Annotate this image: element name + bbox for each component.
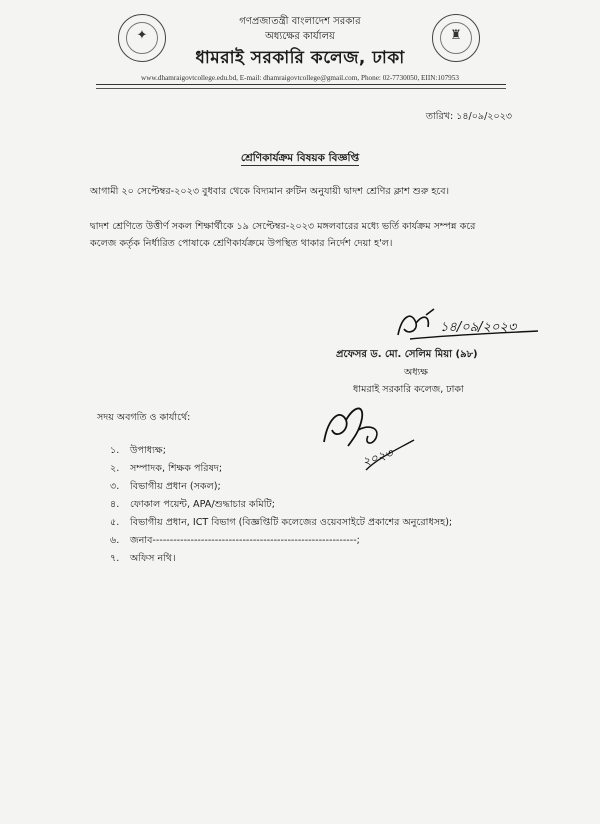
list-item-text: বিভাগীয় প্রধান (সকল); (130, 481, 221, 492)
list-item (110, 444, 166, 459)
list-item (110, 534, 360, 549)
signature-stroke (358, 427, 377, 443)
header-college-name: ধামরাই সরকারি কলেজ, ঢাকা (195, 48, 405, 68)
signatory-name: প্রফেসর ড. মো. সেলিম মিয়া (৯৮) (336, 349, 478, 360)
list-item-number: ৫. (110, 517, 120, 528)
body-paragraph-1: আগামী ২০ সেপ্টেম্বর-২০২৩ বুধবার থেকে বিদ্যমান রুটিন অনুযায়ী দ্বাদশ শ্রেণির ক্লাশ শুরু হবে। (90, 186, 450, 197)
signature-stroke (398, 309, 434, 335)
notice-subject (0, 151, 600, 168)
signature-date: ১৪/০৯/২০২৩ (440, 320, 517, 335)
list-item-text: জনাব-----------------------------------------------------------; (130, 535, 360, 546)
list-item-text: বিভাগীয় প্রধান, ICT বিভাগ (বিজ্ঞপ্তিটি কলেজের ওয়েবসাইটে প্রকাশের অনুরোধসহ); (130, 517, 453, 528)
list-item (110, 462, 222, 477)
header-office: অধ্যক্ষের কার্যালয় (265, 31, 335, 42)
signatory-title: অধ্যক্ষ (404, 367, 429, 378)
endorsement-signature (318, 400, 418, 475)
notice-date: তারিখ: ১৪/০৯/২০২৩ (425, 111, 512, 122)
body-paragraph-2-line-1: দ্বাদশ শ্রেণিতে উত্তীর্ণ সকল শিক্ষার্থীকে ১৯ সেপ্টেম্বর-২০২৩ মঙ্গলবারের মধ্যে ভর্তি কার্যক্রম সম্পন্ন করে (90, 221, 476, 232)
list-item-text: উপাধ্যক্ষ; (130, 445, 166, 456)
notice-subject-text: শ্রেণিকার্যক্রম বিষয়ক বিজ্ঞপ্তি (240, 152, 360, 164)
list-item-number: ৬. (110, 535, 120, 546)
list-item-text: অফিস নথি। (130, 553, 176, 564)
list-item (110, 516, 452, 531)
principal-signature (390, 305, 540, 347)
header-divider (96, 84, 506, 85)
list-item-text: ফোকাল পয়েন্ট, APA/শুদ্ধাচার কমিটি; (130, 499, 275, 510)
signature-stroke (324, 408, 362, 446)
list-item-number: ৪. (110, 499, 120, 510)
header-divider-thin (96, 88, 506, 89)
signature-year: ২০২৩ (360, 445, 395, 469)
header-govt: গণপ্রজাতন্ত্রী বাংলাদেশ সরকার (239, 16, 361, 27)
seal-emblem-icon: ♜ (450, 28, 462, 43)
list-item (110, 480, 221, 495)
list-item-number: ১. (110, 445, 120, 456)
list-item-number: ২. (110, 463, 120, 474)
copy-distribution-heading: সদয় অবগতি ও কার্যার্থে: (97, 412, 191, 423)
list-item-number: ৭. (110, 553, 120, 564)
list-item-number: ৩. (110, 481, 120, 492)
body-paragraph-2-line-2: কলেজ কর্তৃক নির্ধারিত পোষাকে শ্রেণিকার্যক্রমে উপস্থিত থাকার নির্দেশ দেয়া হ'ল। (90, 238, 393, 249)
seal-emblem-icon: ✦ (136, 28, 148, 43)
header-contact: www.dhamraigovtcollege.edu.bd, E-mail: dhamraigovtcollege@gmail.com, Phone: 02-7730050, EIIN:107953 (141, 74, 459, 82)
list-item (110, 498, 275, 513)
list-item-text: সম্পাদক, শিক্ষক পরিষদ; (130, 463, 223, 474)
list-item (110, 552, 176, 567)
signatory-college: ধামরাই সরকারি কলেজ, ঢাকা (353, 384, 464, 395)
